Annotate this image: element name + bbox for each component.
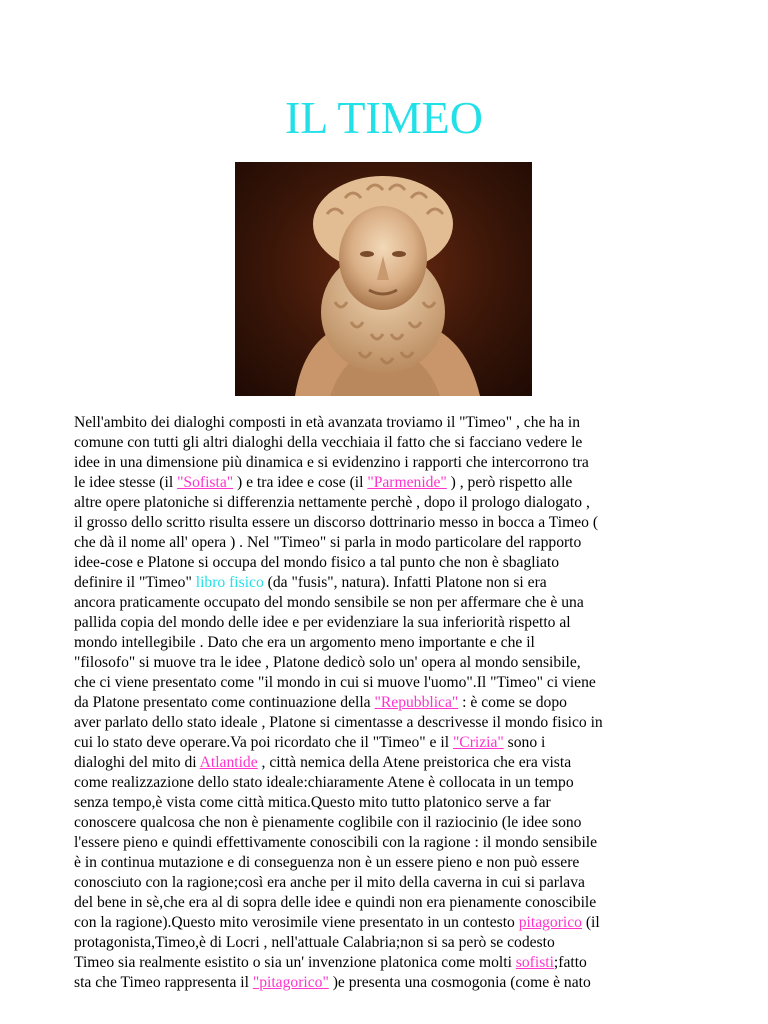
text-segment: con la ragione).Questo mito verosimile viene presentato in un contesto xyxy=(74,914,519,931)
text-line xyxy=(74,973,704,993)
text-segment: pallida copia del mondo delle idee e per evidenziare la sua inferiorità rispetto al xyxy=(74,614,571,631)
text-line xyxy=(74,713,704,733)
text-line xyxy=(74,693,704,713)
text-segment: cui lo stato deve operare.Va poi ricordato che il "Timeo" e il xyxy=(74,734,453,751)
text-segment: che dà il nome all' opera ) . Nel "Timeo" si parla in modo particolare del rapporto xyxy=(74,534,582,551)
text-line xyxy=(74,813,704,833)
text-line xyxy=(74,573,704,593)
text-segment: sono i xyxy=(503,734,546,751)
text-segment: comune con tutti gli altri dialoghi della vecchiaia il fatto che si facciano vedere le xyxy=(74,434,583,451)
text-line xyxy=(74,953,704,973)
text-line xyxy=(74,593,704,613)
inline-link[interactable]: "Sofista" xyxy=(177,474,234,491)
text-segment: idee in una dimensione più dinamica e si evidenzino i rapporti che intercorrono tra xyxy=(74,454,589,471)
text-segment: le idee stesse (il xyxy=(74,474,178,491)
inline-link[interactable]: "Repubblica" xyxy=(374,694,459,711)
text-line xyxy=(74,653,704,673)
text-segment: Nell'ambito dei dialoghi composti in età avanzata troviamo il "Timeo" , che ha in xyxy=(74,414,581,431)
text-segment: conoscere qualcosa che non è pienamente coglibile con il raziocinio (le idee sono xyxy=(74,814,582,831)
text-line xyxy=(74,493,704,513)
text-segment: come realizzazione dello stato ideale:chiaramente Atene è collocata in un tempo xyxy=(74,774,574,791)
inline-link[interactable]: "Crizia" xyxy=(452,734,504,751)
text-segment: definire il "Timeo" xyxy=(74,574,196,591)
text-segment: altre opere platoniche si differenzia nettamente perchè , dopo il prologo dialogato , xyxy=(74,494,590,511)
text-segment: , città nemica della Atene preistorica che era vista xyxy=(257,754,572,771)
text-line xyxy=(74,933,704,953)
text-segment: senza tempo,è vista come città mitica.Questo mito tutto platonico serve a far xyxy=(74,794,551,811)
text-segment: mondo intellegibile . Dato che era un argomento meno importante e che il xyxy=(74,634,535,651)
text-segment: conosciuto con la ragione;così era anche per il mito della caverna in cui si parlava xyxy=(74,874,585,891)
text-line xyxy=(74,453,704,473)
text-line xyxy=(74,913,704,933)
inline-link[interactable]: pitagorico xyxy=(518,914,582,931)
text-segment: (il xyxy=(581,914,600,931)
text-line xyxy=(74,673,704,693)
text-segment: da Platone presentato come continuazione della xyxy=(74,694,375,711)
article-body xyxy=(74,413,704,993)
text-segment: dialoghi del mito di xyxy=(74,754,200,771)
text-segment: ;fatto xyxy=(553,954,587,971)
text-segment: del bene in sè,che era al di sopra delle idee e quindi non era pienamente conoscibile xyxy=(74,894,597,911)
text-line xyxy=(74,793,704,813)
text-segment: ) , però rispetto alle xyxy=(446,474,573,491)
text-segment: che ci viene presentato come "il mondo in cui si muove l'uomo".Il "Timeo" ci viene xyxy=(74,674,596,691)
inline-link[interactable]: "Parmenide" xyxy=(367,474,447,491)
text-segment: ) e tra idee e cose (il xyxy=(233,474,368,491)
text-line xyxy=(74,533,704,553)
text-segment: "filosofo" si muove tra le idee , Platone dedicò solo un' opera al mondo sensibile, xyxy=(74,654,581,671)
inline-link[interactable]: sofisti xyxy=(515,954,554,971)
text-segment: sta che Timeo rappresenta il xyxy=(74,974,253,991)
text-line xyxy=(74,733,704,753)
text-segment: Timeo sia realmente esistito o sia un' invenzione platonica come molti xyxy=(74,954,516,971)
text-segment: ancora praticamente occupato del mondo sensibile se non per affermare che è una xyxy=(74,594,584,611)
text-segment: protagonista,Timeo,è di Locri , nell'attuale Calabria;non si sa però se codesto xyxy=(74,934,555,951)
text-segment: aver parlato dello stato ideale , Platone si cimentasse a descrivesse il mondo fisico in xyxy=(74,714,603,731)
text-segment: idee-cose e Platone si occupa del mondo fisico a tal punto che non è sbagliato xyxy=(74,554,559,571)
text-line xyxy=(74,613,704,633)
text-line xyxy=(74,773,704,793)
text-line xyxy=(74,633,704,653)
page-title: IL TIMEO xyxy=(284,92,483,143)
text-segment: è in continua mutazione e di conseguenza non è un essere pieno e non può essere xyxy=(74,854,580,871)
text-line xyxy=(74,753,704,773)
text-line xyxy=(74,833,704,853)
text-segment: : è come se dopo xyxy=(458,694,567,711)
text-segment: (da "fusis", natura). Infatti Platone non si era xyxy=(263,574,547,591)
highlighted-term: libro fisico xyxy=(195,574,264,591)
text-line xyxy=(74,413,704,433)
text-line xyxy=(74,893,704,913)
bust-illustration xyxy=(235,162,532,396)
plato-bust-image xyxy=(235,162,532,396)
text-segment: il grosso dello scritto risulta essere un discorso dottrinario messo in bocca a Timeo ( xyxy=(74,514,599,531)
text-segment: )e presenta una cosmogonia (come è nato xyxy=(328,974,591,991)
text-line xyxy=(74,873,704,893)
inline-link[interactable]: "pitagorico" xyxy=(252,974,329,991)
text-line xyxy=(74,553,704,573)
inline-link[interactable]: Atlantide xyxy=(199,754,258,771)
text-line xyxy=(74,433,704,453)
text-line xyxy=(74,853,704,873)
text-line xyxy=(74,473,704,493)
text-segment: l'essere pieno e quindi effettivamente conoscibili con la ragione : il mondo sensibile xyxy=(74,834,598,851)
text-line xyxy=(74,513,704,533)
